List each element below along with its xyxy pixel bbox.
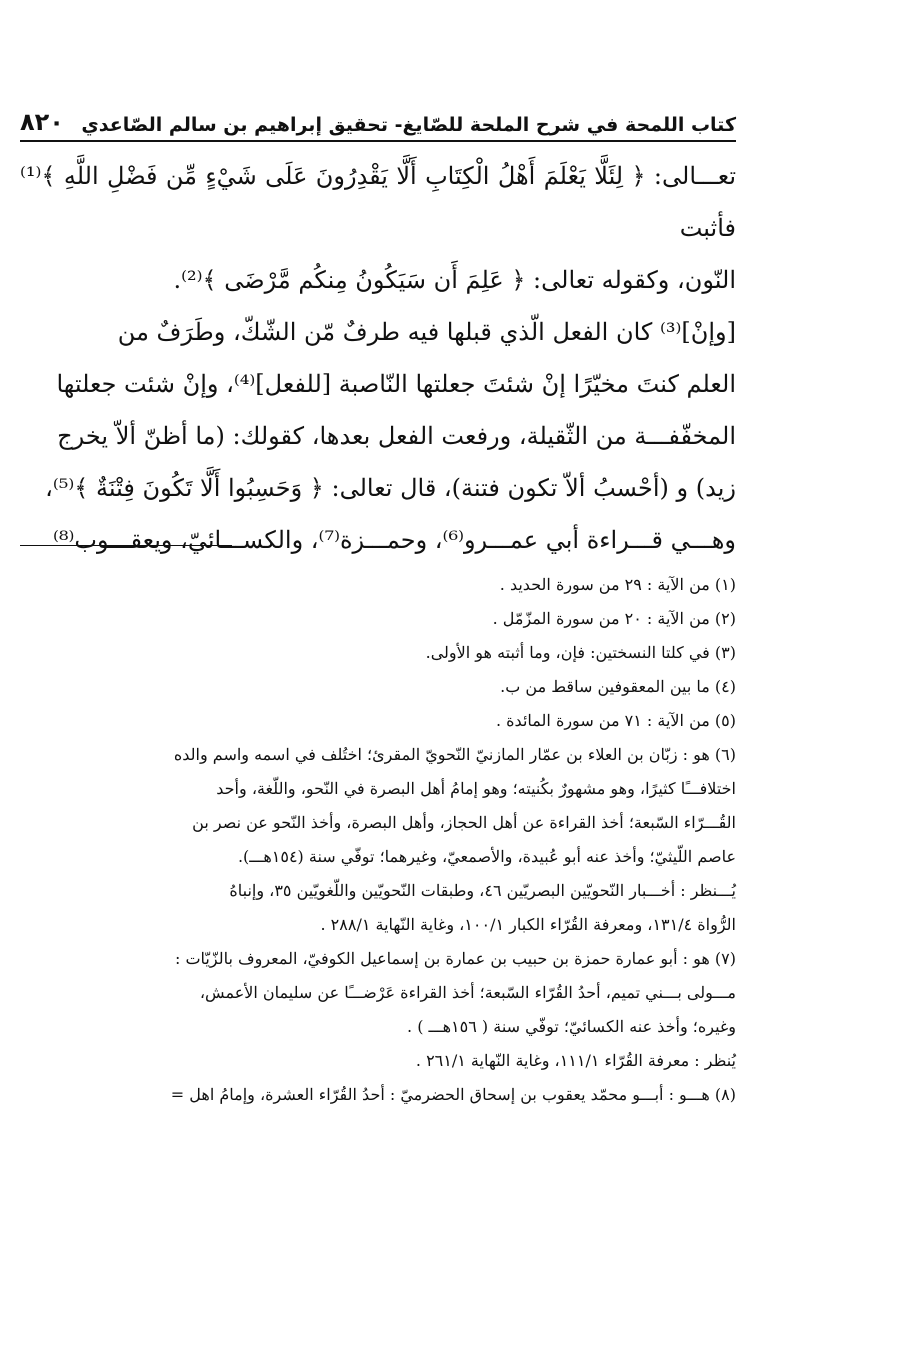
main-text [20, 150, 736, 566]
footnote-line: وغيره؛ وأخذ عنه الكسائيّ؛ توفّي سنة ( ١٥٦هـــ ) . [407, 1017, 736, 1036]
footnote-line: يُنظر : معرفة القُرّاء ١١١/١، وغاية النّهاية ٢٦١/١ . [415, 1051, 736, 1070]
footnote-divider [20, 545, 232, 546]
footnote-line: الرُّواة ١٣١/٤، ومعرفة القُرّاء الكبار ١٠٠/١، وغاية النّهاية ٢٨٨/١ . [320, 915, 736, 934]
main-line: العلم كنتَ مخيّرًا إنْ شئتَ جعلتها النّاصبة [للفعل]⁽⁴⁾، وإنْ شئت جعلتها [56, 370, 736, 398]
footnote-line: (١) من الآية : ٢٩ من سورة الحديد . [499, 575, 736, 594]
page [20, 0, 736, 1369]
main-line: المخفّفـــة من الثّقيلة، ورفعت الفعل بعدها، كقولك: (ما أظنّ ألاّ يخرج [57, 422, 736, 450]
footnote-line: (٣) في كلتا النسختين: فإن، وما أثبته هو الأولى. [425, 643, 736, 662]
footnote-line: عاصم اللّيثيّ؛ وأخذ عنه أبو عُبيدة، والأصمعيّ، وغيرهما؛ توفّي سنة (١٥٤هـــ). [237, 847, 736, 866]
footnote-2 [20, 602, 736, 636]
footnote-8 [20, 1078, 736, 1112]
running-header [20, 100, 736, 142]
footnote-1 [20, 568, 736, 602]
footnote-line: (٤) ما بين المعقوفين ساقط من ب. [500, 677, 736, 696]
footnote-4 [20, 670, 736, 704]
footnote-3 [20, 636, 736, 670]
footnote-7 [20, 942, 736, 1078]
footnote-6 [20, 738, 736, 942]
footnote-line: (٥) من الآية : ٧١ من سورة المائدة . [496, 711, 736, 730]
footnote-line: اختلافـــًا كثيرًا، وهو مشهورٌ بكُنيته؛ وهو إمامُ أهل البصرة في النّحو، واللّغة، وأحد [216, 779, 736, 798]
footnote-line: (٦) هو : زبّان بن العلاء بن عمّار المازنيّ النّحويّ المقرئ؛ اختُلف في اسمه واسم والده [173, 745, 736, 764]
footnote-line: (٢) من الآية : ٢٠ من سورة المزّمّل . [492, 609, 736, 628]
footnote-5 [20, 704, 736, 738]
footnotes [20, 568, 736, 1112]
footnote-line: مـــولى بـــني تميم، أحدُ القُرّاء السّبعة؛ أخذ القراءة عَرْضـــًا عن سليمان الأعمش، [199, 983, 736, 1002]
main-line: زيد) و (أحْسبُ ألاّ تكون فتنة)، قال تعالى: ﴿ وَحَسِبُوا أَلَّا تَكُونَ فِتْنَةٌ ﴾⁽⁵⁾، [45, 474, 736, 502]
main-line: تعـــالى: ﴿ لِئَلَّا يَعْلَمَ أَهْلُ الْكِتَابِ أَلَّا يَقْدِرُونَ عَلَى شَيْءٍ مِّن فَضْلِ اللَّهِ ﴾⁽¹⁾ فأثبت [20, 162, 736, 242]
footnote-line: يُـــنظر : أخـــبار النّحويّين البصريّين ٤٦، وطبقات النّحويّين واللّغويّين ٣٥، وإنباهُ [229, 881, 736, 900]
main-line: وهـــي قـــراءة أبي عمـــرو⁽⁶⁾، وحمـــزة⁽⁷⁾، والكســـائيّ، ويعقـــوب⁽⁸⁾ [52, 526, 736, 554]
header-title: كتاب اللمحة في شرح الملحة للصّايغ- تحقيق إبراهيم بن سالم الصّاعدي [81, 114, 736, 136]
page-number: ٨٢٠ [20, 108, 64, 136]
main-line: [وإنْ]⁽³⁾ كان الفعل الّذي قبلها فيه طرفٌ مّن الشّكّ، وطَرَفٌ من [117, 318, 736, 346]
footnote-line: (٧) هو : أبو عمارة حمزة بن حبيب بن عمارة بن إسماعيل الكوفيّ، المعروف بالزّيّات : [175, 949, 736, 968]
footnote-line: القُـــرّاء السّبعة؛ أخذ القراءة عن أهل الحجاز، وأهل البصرة، وأخذ النّحو عن نصر بن [192, 813, 736, 832]
footnote-line: (٨) هـــو : أبـــو محمّد يعقوب بن إسحاق الحضرميّ : أحدُ القُرّاء العشرة، وإمامُ اهل = [170, 1085, 736, 1104]
main-line: النّون، وكقوله تعالى: ﴿ عَلِمَ أَن سَيَكُونُ مِنكُم مَّرْضَى ﴾⁽²⁾. [173, 266, 736, 294]
